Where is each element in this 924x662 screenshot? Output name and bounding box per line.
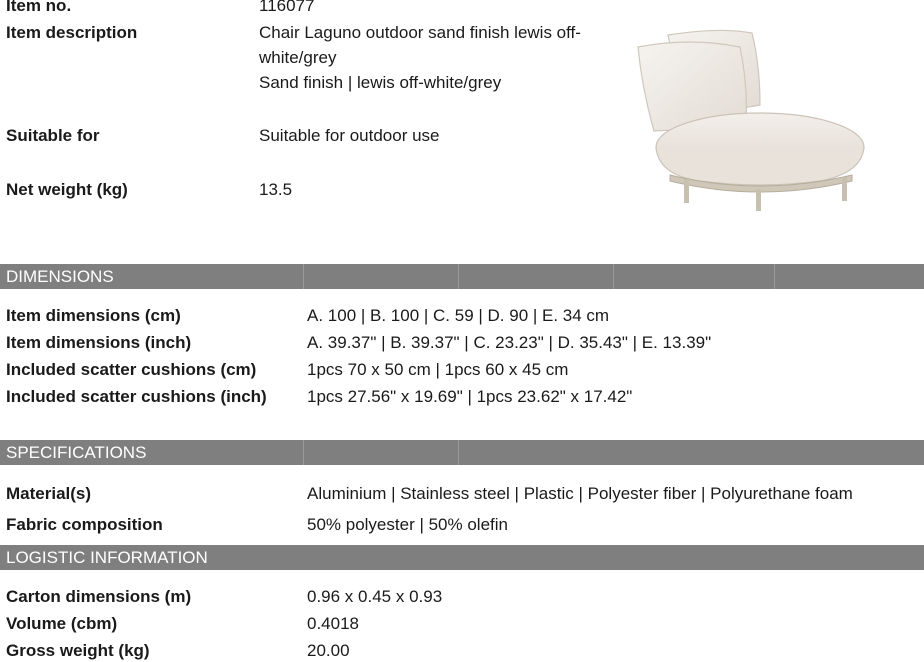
logistic-section-header	[0, 545, 924, 570]
materials-label: Material(s)	[6, 484, 92, 503]
volume-label: Volume (cbm)	[6, 614, 118, 633]
item-no-value: 116077	[259, 0, 315, 15]
item-dimensions-cm-value: A. 100 | B. 100 | C. 59 | D. 90 | E. 34 cm	[307, 306, 610, 325]
item-description-label: Item description	[6, 23, 138, 42]
net-weight-value: 13.5	[259, 180, 293, 199]
gross-weight-label: Gross weight (kg)	[6, 641, 150, 660]
scatter-cushions-inch-value: 1pcs 27.56" x 19.69" | 1pcs 23.62" x 17.42"	[307, 387, 633, 406]
volume-value: 0.4018	[307, 614, 359, 633]
suitable-for-value: Suitable for outdoor use	[259, 126, 440, 145]
item-dimensions-cm-label: Item dimensions (cm)	[6, 306, 181, 325]
scatter-cushions-cm-label: Included scatter cushions (cm)	[6, 360, 257, 379]
chair-product-image	[630, 25, 890, 215]
fabric-composition-label: Fabric composition	[6, 515, 163, 534]
net-weight-label: Net weight (kg)	[6, 180, 128, 199]
item-no-label: Item no.	[6, 0, 72, 15]
suitable-for-label: Suitable for	[6, 126, 100, 145]
dimensions-section-header	[0, 264, 924, 289]
dimensions-title: DIMENSIONS	[6, 267, 114, 286]
fabric-composition-value: 50% polyester | 50% olefin	[307, 515, 508, 534]
item-description-line-1: Chair Laguno outdoor sand finish lewis off-	[259, 23, 581, 42]
materials-value: Aluminium | Stainless steel | Plastic | Polyester fiber | Polyurethane foam	[307, 484, 853, 503]
specifications-section-header	[0, 440, 924, 465]
item-description-line-3: Sand finish | lewis off-white/grey	[259, 73, 502, 92]
item-description-line-2: white/grey	[259, 48, 337, 67]
item-dimensions-inch-label: Item dimensions (inch)	[6, 333, 192, 352]
specifications-title: SPECIFICATIONS	[6, 443, 147, 462]
logistic-title: LOGISTIC INFORMATION	[6, 548, 208, 567]
carton-dimensions-label: Carton dimensions (m)	[6, 587, 192, 606]
item-dimensions-inch-value: A. 39.37" | B. 39.37" | C. 23.23" | D. 35.43" | E. 13.39"	[307, 333, 712, 352]
scatter-cushions-inch-label: Included scatter cushions (inch)	[6, 387, 267, 406]
scatter-cushions-cm-value: 1pcs 70 x 50 cm | 1pcs 60 x 45 cm	[307, 360, 569, 379]
gross-weight-value: 20.00	[307, 641, 350, 660]
carton-dimensions-value: 0.96 x 0.45 x 0.93	[307, 587, 443, 606]
